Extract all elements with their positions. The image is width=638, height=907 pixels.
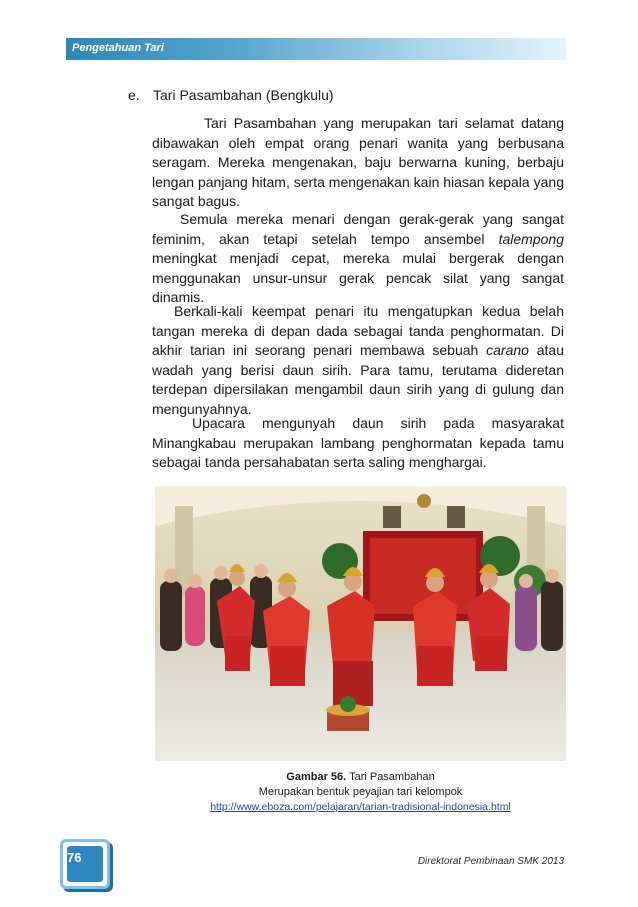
running-header bbox=[66, 38, 566, 60]
figure-title: Tari Pasambahan bbox=[346, 771, 435, 783]
running-header-title: Pengetahuan Tari bbox=[72, 42, 164, 54]
dance-photo bbox=[155, 486, 566, 761]
paragraph-3 bbox=[152, 302, 564, 419]
figure-subtitle: Merupakan bentuk peyajian tari kelompok bbox=[258, 786, 463, 798]
page-number-box bbox=[60, 839, 110, 889]
figure-source-link[interactable]: http://www.eboza.com/pelajaran/tarian-tradisional-indonesia.html bbox=[210, 801, 511, 813]
footer-publisher: Direktorat Pembinaan SMK 2013 bbox=[417, 856, 564, 867]
paragraph-2-part-b: meningkat menjadi cepat, mereka mulai bergerak dengan menggunakan unsur-unsur gerak pencak silat yang sangat dinamis. bbox=[152, 250, 564, 305]
section-heading bbox=[128, 87, 334, 103]
paragraph-3-emphasis: carano bbox=[486, 342, 529, 358]
section-letter: e. bbox=[128, 87, 140, 103]
page-number: 76 bbox=[67, 850, 82, 865]
paragraph-2 bbox=[152, 210, 564, 308]
paragraph-4: Upacara mengunyah daun sirih pada masyarakat Minangkabau merupakan lambang penghormatan kepada tamu sebagai tanda persahabatan serta saling menghargai. bbox=[152, 415, 564, 470]
figure-caption bbox=[155, 771, 566, 783]
paragraph-1: Tari Pasambahan yang merupakan tari selamat datang dibawakan oleh empat orang penari wanita yang berbusana seragam. Mereka mengenakan, baju berwarna kuning, berbaju lengan panjang hitam, serta mengenakan kain hiasan kepala yang sangat bagus. bbox=[152, 115, 564, 209]
section-title: Tari Pasambahan (Bengkulu) bbox=[153, 87, 334, 103]
paragraph-2-part-a: Semula mereka menari dengan gerak-gerak yang sangat feminim, akan tetapi setelah tempo ansembel bbox=[152, 211, 564, 247]
figure-label: Gambar 56. bbox=[286, 771, 347, 783]
paragraph-2-emphasis: talempong bbox=[498, 230, 564, 247]
paragraph-3-part-a: Berkali-kali keempat penari itu mengatupkan kedua belah tangan mereka di depan dada sebagai tanda penghormatan. Di akhir tarian ini seorang penari membawa sebuah bbox=[152, 303, 564, 358]
paragraph-3-part-b: atau wadah yang berisi daun sirih. Para tamu, terutama dideretan terdepan dipersilakan mengambil daun sirih yang di gulung dan mengunyahnya. bbox=[152, 342, 565, 417]
